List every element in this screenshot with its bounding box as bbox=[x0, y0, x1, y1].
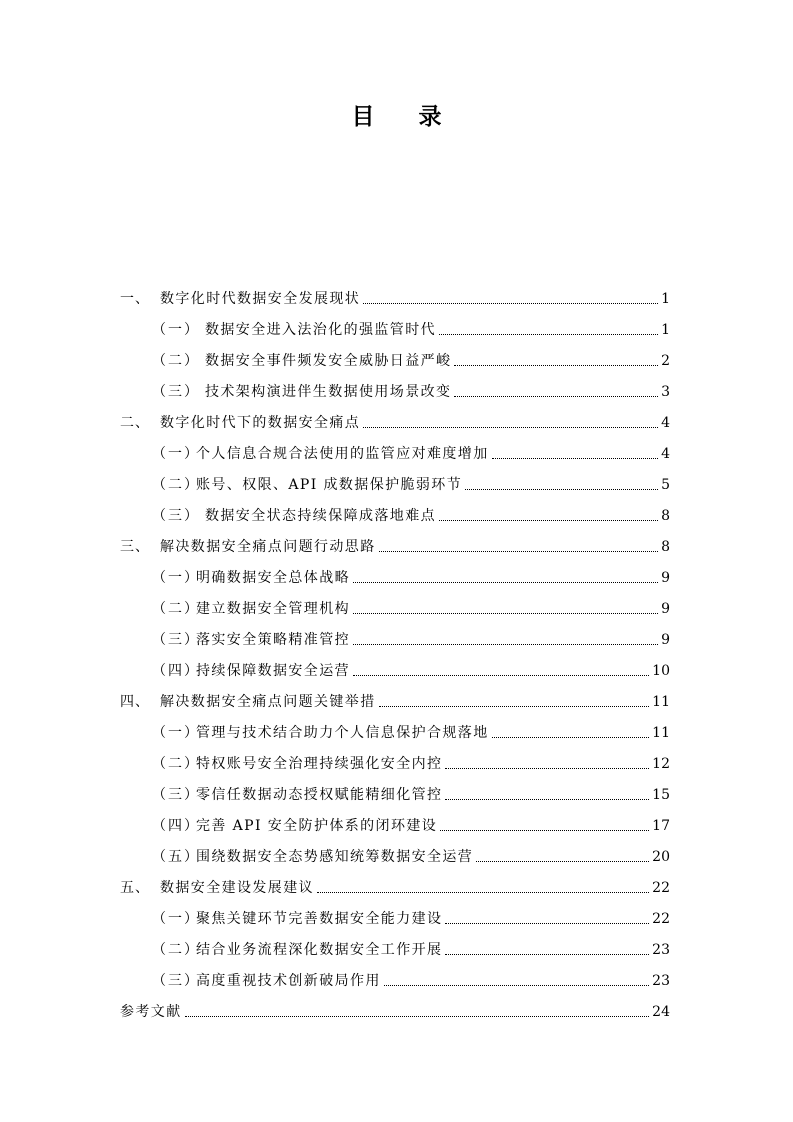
toc-entry[interactable] bbox=[120, 683, 670, 711]
toc-entry-page: 23 bbox=[652, 942, 670, 958]
toc-entry-page: 9 bbox=[661, 570, 670, 586]
toc-entry-number: （二） bbox=[152, 477, 200, 493]
toc-entry[interactable] bbox=[152, 497, 670, 525]
toc-entry-number: （一） bbox=[152, 322, 200, 338]
toc-leader-dots bbox=[445, 923, 649, 924]
toc-entry-title: 数字化时代数据安全发展现状 bbox=[160, 291, 361, 307]
toc-entry-number: 一、 bbox=[120, 291, 150, 307]
toc-entry-number: （五） bbox=[152, 849, 200, 865]
toc-entry[interactable] bbox=[120, 404, 670, 432]
toc-entry[interactable] bbox=[152, 652, 670, 680]
toc-leader-dots bbox=[492, 458, 658, 459]
toc-entry-title: 零信任数据动态授权赋能精细化管控 bbox=[196, 787, 443, 803]
toc-entry-title: 数据安全进入法治化的强监管时代 bbox=[205, 322, 436, 338]
toc-leader-dots bbox=[379, 706, 650, 707]
toc-entry-number: 三、 bbox=[120, 539, 150, 555]
toc-leader-dots bbox=[353, 582, 658, 583]
toc-entry[interactable] bbox=[120, 869, 670, 897]
toc-entry-page: 15 bbox=[652, 787, 670, 803]
toc-entry[interactable] bbox=[152, 435, 670, 463]
toc-leader-dots bbox=[454, 365, 658, 366]
toc-leader-dots bbox=[363, 427, 658, 428]
toc-entry-title: 数据安全状态持续保障成落地难点 bbox=[205, 508, 436, 524]
toc-entry-number: （二） bbox=[152, 601, 200, 617]
toc-entry-page: 9 bbox=[661, 632, 670, 648]
toc-entry-title: 聚焦关键环节完善数据安全能力建设 bbox=[196, 911, 443, 927]
toc-entry-number: （三） bbox=[152, 787, 200, 803]
toc-entry-page: 8 bbox=[661, 539, 670, 555]
toc-leader-dots bbox=[384, 985, 649, 986]
toc-entry[interactable] bbox=[120, 280, 670, 308]
toc-leader-dots bbox=[440, 830, 649, 831]
toc-title: 目 录 bbox=[351, 104, 460, 130]
toc-entry[interactable] bbox=[152, 745, 670, 773]
toc-leader-dots bbox=[476, 861, 649, 862]
toc-entry[interactable] bbox=[152, 807, 670, 835]
toc-entry[interactable] bbox=[152, 714, 670, 742]
toc-entry[interactable] bbox=[152, 776, 670, 804]
toc-entry-page: 4 bbox=[661, 446, 670, 462]
toc-entry-title: 参考文献 bbox=[120, 1004, 182, 1020]
toc-entry-number: 二、 bbox=[120, 415, 150, 431]
toc-entry-references[interactable] bbox=[120, 993, 670, 1021]
toc-entry-number: （二） bbox=[152, 942, 200, 958]
toc-entry-page: 22 bbox=[652, 880, 670, 896]
toc-entry-number: （四） bbox=[152, 663, 200, 679]
toc-entry[interactable] bbox=[152, 559, 670, 587]
toc-entry-page: 1 bbox=[661, 322, 670, 338]
toc-entry-page: 12 bbox=[652, 756, 670, 772]
toc-entry-number: （一） bbox=[152, 570, 200, 586]
toc-entry-page: 24 bbox=[652, 1004, 670, 1020]
toc-entry-page: 11 bbox=[652, 694, 670, 710]
toc-leader-dots bbox=[445, 799, 649, 800]
toc-entry-title: 围绕数据安全态势感知统筹数据安全运营 bbox=[196, 849, 474, 865]
toc-entry-title: 账号、权限、API 成数据保护脆弱环节 bbox=[196, 477, 463, 493]
toc-entry-page: 4 bbox=[661, 415, 670, 431]
toc-entry-number: （二） bbox=[152, 756, 200, 772]
toc-entry-page: 2 bbox=[661, 353, 670, 369]
toc-leader-dots bbox=[445, 768, 649, 769]
toc-entry-title: 完善 API 安全防护体系的闭环建设 bbox=[196, 818, 438, 834]
toc-entry-title: 数字化时代下的数据安全痛点 bbox=[160, 415, 361, 431]
toc-leader-dots bbox=[353, 644, 658, 645]
toc-entry-number: （一） bbox=[152, 725, 200, 741]
toc-entry[interactable] bbox=[152, 466, 670, 494]
toc-entry-title: 建立数据安全管理机构 bbox=[196, 601, 350, 617]
toc-leader-dots bbox=[465, 489, 658, 490]
toc-leader-dots bbox=[379, 551, 658, 552]
toc-entry-number: （三） bbox=[152, 384, 200, 400]
toc-entry[interactable] bbox=[152, 962, 670, 990]
toc-entry-title: 数据安全事件频发安全威胁日益严峻 bbox=[205, 353, 452, 369]
toc-entry-page: 9 bbox=[661, 601, 670, 617]
toc-entry-number: （一） bbox=[152, 446, 200, 462]
toc-entry-title: 管理与技术结合助力个人信息保护合规落地 bbox=[196, 725, 489, 741]
toc-entry[interactable] bbox=[152, 900, 670, 928]
toc-entry-title: 高度重视技术创新破局作用 bbox=[196, 973, 381, 989]
toc-entry-title: 个人信息合规合法使用的监管应对难度增加 bbox=[196, 446, 489, 462]
toc-entry-page: 8 bbox=[661, 508, 670, 524]
toc-entry[interactable] bbox=[152, 311, 670, 339]
toc-entry-title: 结合业务流程深化数据安全工作开展 bbox=[196, 942, 443, 958]
toc-entry-page: 3 bbox=[661, 384, 670, 400]
toc-entry-page: 22 bbox=[652, 911, 670, 927]
toc-entry-title: 技术架构演进伴生数据使用场景改变 bbox=[205, 384, 452, 400]
toc-entry[interactable] bbox=[152, 373, 670, 401]
toc-entry[interactable] bbox=[152, 342, 670, 370]
toc-entry-number: 五、 bbox=[120, 880, 150, 896]
toc-leader-dots bbox=[353, 613, 658, 614]
toc-entry-page: 1 bbox=[661, 291, 670, 307]
toc-entry-title: 解决数据安全痛点问题关键举措 bbox=[160, 694, 376, 710]
toc-entry[interactable] bbox=[120, 528, 670, 556]
toc-entry-number: （三） bbox=[152, 973, 200, 989]
toc-leader-dots bbox=[185, 1016, 650, 1017]
toc-entry-number: （二） bbox=[152, 353, 200, 369]
toc-entry-number: 四、 bbox=[120, 694, 150, 710]
toc-entry-title: 解决数据安全痛点问题行动思路 bbox=[160, 539, 376, 555]
toc-entry-number: （三） bbox=[152, 632, 200, 648]
toc-entry-title: 数据安全建设发展建议 bbox=[160, 880, 314, 896]
toc-entry[interactable] bbox=[152, 590, 670, 618]
toc-entry-number: （三） bbox=[152, 508, 200, 524]
toc-leader-dots bbox=[445, 954, 649, 955]
toc-entry-page: 11 bbox=[652, 725, 670, 741]
toc-leader-dots bbox=[492, 737, 650, 738]
toc-entry-page: 10 bbox=[652, 663, 670, 679]
toc-entry-title: 落实安全策略精准管控 bbox=[196, 632, 350, 648]
toc-entry[interactable] bbox=[152, 621, 670, 649]
toc-leader-dots bbox=[353, 675, 649, 676]
toc-leader-dots bbox=[317, 892, 649, 893]
toc-entry-title: 持续保障数据安全运营 bbox=[196, 663, 350, 679]
toc-entry-title: 特权账号安全治理持续强化安全内控 bbox=[196, 756, 443, 772]
toc-leader-dots bbox=[363, 303, 658, 304]
toc-entry-page: 23 bbox=[652, 973, 670, 989]
toc-entry[interactable] bbox=[152, 838, 670, 866]
toc-leader-dots bbox=[454, 396, 658, 397]
toc-entry-page: 20 bbox=[652, 849, 670, 865]
toc-leader-dots bbox=[439, 520, 658, 521]
toc-entry-number: （一） bbox=[152, 911, 200, 927]
toc-entry-number: （四） bbox=[152, 818, 200, 834]
toc-entry-title: 明确数据安全总体战略 bbox=[196, 570, 350, 586]
toc-leader-dots bbox=[439, 334, 658, 335]
toc-entry-page: 5 bbox=[661, 477, 670, 493]
toc-entry[interactable] bbox=[152, 931, 670, 959]
toc-entry-page: 17 bbox=[652, 818, 670, 834]
